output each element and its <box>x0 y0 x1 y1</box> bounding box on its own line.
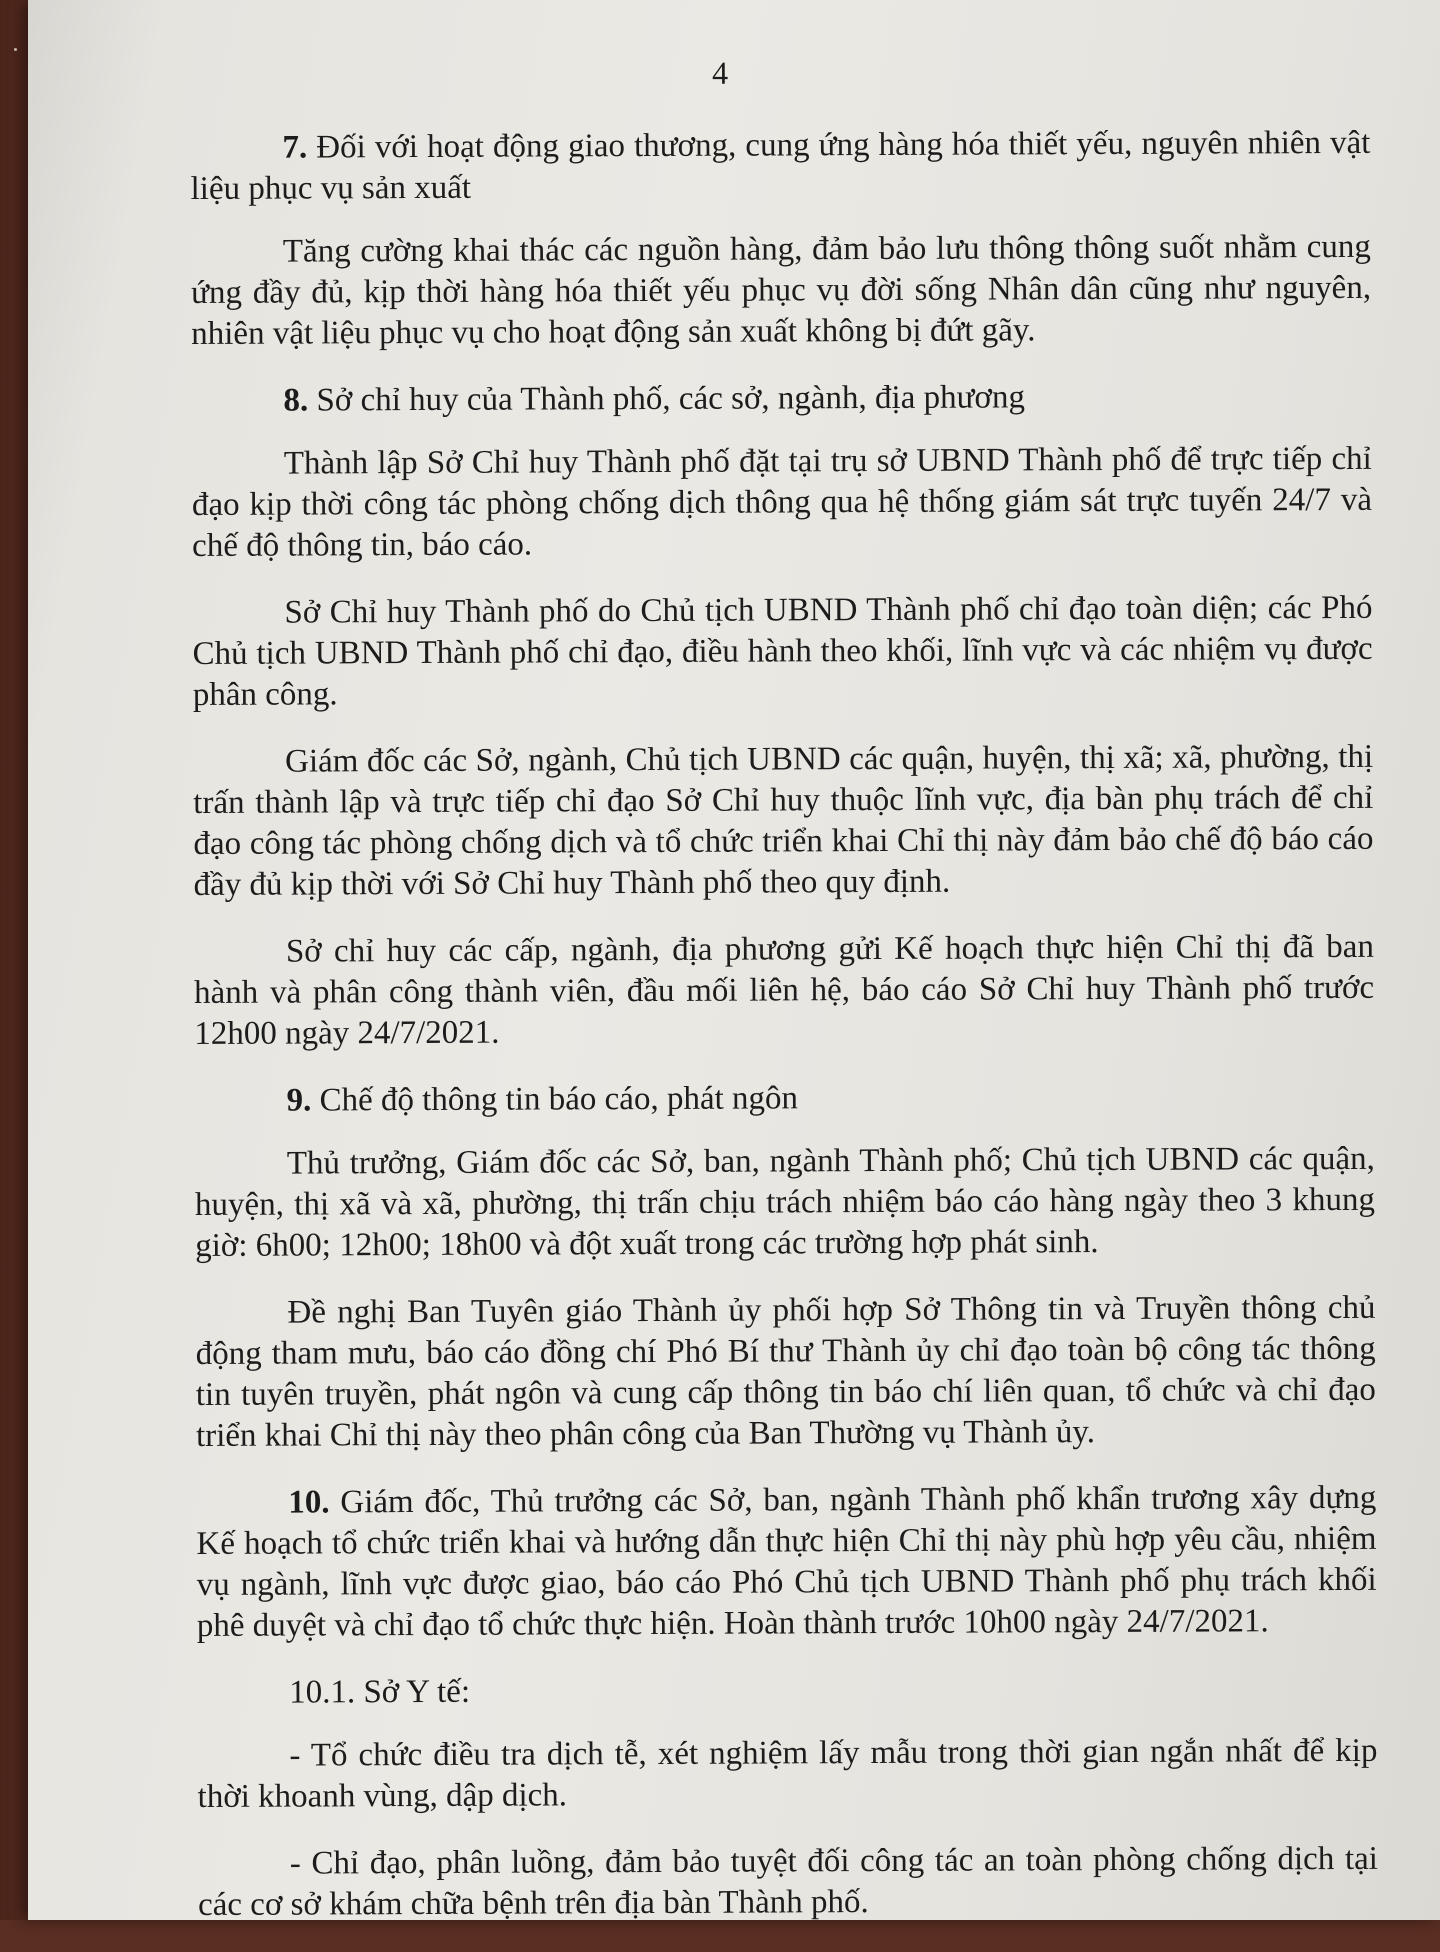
desk-speck <box>14 48 17 51</box>
section-number: 10. <box>288 1484 330 1521</box>
paragraph: Tăng cường khai thác các nguồn hàng, đảm bảo lưu thông thông suốt nhằm cung ứng đầy đủ, kịp thời hàng hóa thiết yếu phục vụ đời sống Nhân dân cũng như nguyên, nhiên vật liệu phục vụ cho hoạt động sản xuất không bị đứt gãy. <box>190 228 1372 352</box>
bullet-paragraph: - Chỉ đạo, phân luồng, đảm bảo tuyệt đối công tác an toàn phòng chống dịch tại các cơ sở khám chữa bệnh trên địa bàn Thành phố. <box>197 1840 1378 1923</box>
section-text: Giám đốc, Thủ trưởng các Sở, ban, ngành Thành phố khẩn trương xây dựng Kế hoạch tổ chức triển khai và hướng dẫn thực hiện Chỉ thị này phù hợp yêu cầu, nhiệm vụ ngành, lĩnh vực được giao, báo cáo Phó Chủ tịch UBND Thành phố phụ trách khối phê duyệt và chỉ đạo tổ chức thực hiện. Hoàn thành trước 10h00 ngày 24/7/2021. <box>196 1479 1377 1644</box>
paragraph: Thành lập Sở Chỉ huy Thành phố đặt tại trụ sở UBND Thành phố để trực tiếp chỉ đạo kịp thời công tác phòng chống dịch thông qua hệ thống giám sát trực tuyến 24/7 và chế độ thông tin, báo cáo. <box>191 440 1373 564</box>
section-title: Sở chỉ huy của Thành phố, các sở, ngành, địa phương <box>308 379 1025 419</box>
section-number: 7. <box>282 129 308 166</box>
paragraph: Thủ trưởng, Giám đốc các Sở, ban, ngành Thành phố; Chủ tịch UBND các quận, huyện, thị xã và xã, phường, thị trấn chịu trách nhiệm báo cáo hàng ngày theo 3 khung giờ: 6h00; 12h00; 18h00 và đột xuất trong các trường hợp phát sinh. <box>194 1140 1376 1264</box>
paragraph: Đề nghị Ban Tuyên giáo Thành ủy phối hợp Sở Thông tin và Truyền thông chủ động tham mưu, báo cáo đồng chí Phó Bí thư Thành ủy chỉ đạo toàn bộ công tác thông tin tuyên truyền, phát ngôn và cung cấp thông tin báo chí liên quan, tổ chức và chỉ đạo triển khai Chỉ thị này theo phân công của Ban Thường vụ Thành ủy. <box>195 1289 1376 1454</box>
section-heading <box>190 123 1370 210</box>
paragraph: Giám đốc các Sở, ngành, Chủ tịch UBND các quận, huyện, thị xã; xã, phường, thị trấn thành lập và trực tiếp chỉ đạo Sở Chỉ huy thuộc lĩnh vực, địa bàn phụ trách để chỉ đạo công tác phòng chống dịch và tổ chức triển khai Chỉ thị này đảm bảo chế độ báo cáo đầy đủ kịp thời với Sở Chỉ huy Thành phố theo quy định. <box>193 738 1374 903</box>
subsection-heading: 10.1. Sở Y tế: <box>289 1673 471 1711</box>
section-number: 8. <box>283 382 309 419</box>
document-body <box>190 50 1378 1952</box>
section-heading <box>191 376 1371 422</box>
page-number: 4 <box>712 54 729 91</box>
section-number: 9. <box>286 1082 312 1119</box>
section-title: Chế độ thông tin báo cáo, phát ngôn <box>311 1080 799 1119</box>
paragraph: Sở Chỉ huy Thành phố do Chủ tịch UBND Thành phố chỉ đạo toàn diện; các Phó Chủ tịch UBND Thành phố chỉ đạo, điều hành theo khối, lĩnh vực và các nhiệm vụ được phân công. <box>192 589 1373 713</box>
paragraph: Sở chỉ huy các cấp, ngành, địa phương gửi Kế hoạch thực hiện Chỉ thị đã ban hành và phân công thành viên, đầu mối liên hệ, báo cáo Sở Chỉ huy Thành phố trước 12h00 ngày 24/7/2021. <box>194 928 1375 1052</box>
section-paragraph <box>196 1478 1377 1647</box>
bullet-paragraph: - Tổ chức điều tra dịch tễ, xét nghiệm lấy mẫu trong thời gian ngắn nhất để kịp thời khoanh vùng, dập dịch. <box>197 1732 1378 1815</box>
paper-sheet <box>28 0 1440 1923</box>
section-heading <box>194 1076 1374 1122</box>
section-title: Đối với hoạt động giao thương, cung ứng hàng hóa thiết yếu, nguyên nhiên vật liệu phục vụ sản xuất <box>190 124 1371 207</box>
